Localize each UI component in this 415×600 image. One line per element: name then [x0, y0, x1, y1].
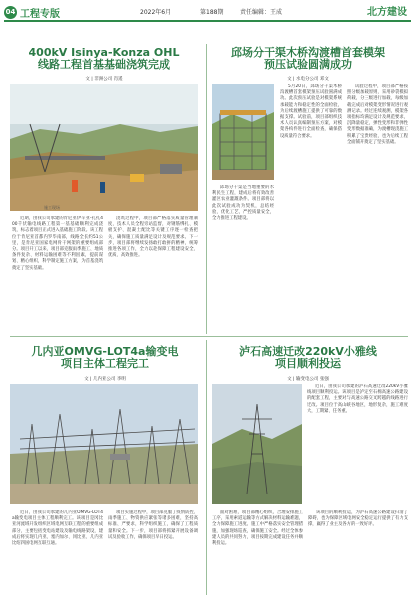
page-number-badge: 04	[4, 6, 17, 19]
issue-number: 第188期	[200, 9, 224, 16]
article-1-byline: 文 | 非洲公司 肖遥	[85, 77, 123, 82]
article-1-column-1	[12, 216, 103, 331]
issue-date: 2022年6月	[140, 9, 172, 16]
article-4-title-line-2: 项目顺利投运	[275, 357, 341, 371]
column-divider-bottom	[206, 340, 207, 595]
article-3-title-line-1: 几内亚OMVG-LOT4a输变电	[31, 345, 179, 358]
article-3-column-2	[108, 510, 198, 595]
article-2-text-3: 邱场分干渠是当地重要的水利民生工程，建成后将有效改善灌区农业灌溉条件。项目部将以此次试验成功为契机，总结经验，优化工艺，严控质量安全，全力推进工程建设。	[212, 185, 274, 222]
header-rule	[4, 20, 411, 22]
article-4-text-1: 近日，由我公司承建的泸石高速迁改220kV小雅线项目顺利投运。该项目是泸定至石棉高速公路建设的配套工程，主要对与高速公路交叉跨越的线路进行迁改。项目位于高山峡谷地区，地形复杂，施工难度大，工期紧、任务重。	[307, 384, 408, 414]
article-2-text-1: 5月20日，邱场分干渠木桥沟渡槽首套模架预压试验圆满成功。此次预压试验是对模架系统承载能力和稳定性的全面检验，为后续渡槽施工提供了可靠的数据支撑。试验前，项目部组织技术人员认真编制预压方案，对模架各构件进行全面检查，确保搭设质量符合要求。	[280, 84, 342, 139]
article-4-column-1	[307, 384, 408, 504]
article-1-column-2	[108, 216, 198, 331]
article-1-title	[14, 47, 194, 71]
article-1-photo	[10, 84, 198, 211]
article-3-column-1	[12, 510, 103, 595]
article-2-column-2	[347, 84, 408, 279]
article-3-photo	[10, 384, 198, 504]
article-3-byline: 文 | 几内亚公司 李明	[84, 377, 126, 382]
article-2-title	[210, 47, 406, 71]
article-2-column-1	[280, 84, 342, 279]
section-divider	[10, 336, 408, 337]
article-2-title-line-2: 预压试验圆满成功	[264, 58, 352, 72]
page-header	[0, 0, 415, 36]
article-1-photo-caption: 施工现场	[44, 205, 60, 210]
newspaper-brand: 北方建设	[367, 7, 407, 18]
article-1-title-line-2: 线路工程首基基础浇筑完成	[38, 58, 170, 72]
article-3-title-line-2: 项目主体工程完工	[61, 357, 149, 371]
article-2-text-2: 试验过程中，项目部严格按照分级加载原则，采用砂袋模拟荷载，分三级进行加载，每级加载完成后对模架变形情况进行观测记录。经过连续观测，模架各项指标均满足设计及规范要求，沉降量稳定，弹性变形和非弹性变形数据准确，为渡槽现浇施工积累了宝贵经验，也为后续工程全面铺开奠定了坚实基础。	[347, 84, 408, 145]
article-2-photo	[212, 84, 274, 180]
section-title: 工程专版	[20, 9, 60, 20]
article-3-text-2: 项目实施过程中，项目部克服了疫情防控、雨季施工、物资供应紧张等诸多困难，坚持高标准、严要求，科学组织施工，确保了工程质量和安全。下一步，项目部将抓紧开展设备调试及验收工作，确保项目早日投运。	[108, 510, 198, 540]
article-2-title-line-1: 邱场分干渠木桥沟渡槽首套模架	[231, 46, 385, 59]
article-4-column-2	[212, 510, 303, 595]
article-1-text-2: 浇筑过程中，项目部严格落实质量管理制度，技术人员全程旁站监督，对钢筋绑扎、模板支护、混凝土配比等关键工序逐一检查把关，确保施工质量满足设计及规范要求。下一步，项目部将继续发扬敢打敢拼的精神，统筹推进各项工作，全力以赴保障工程建设安全、优质、高效推进。	[108, 216, 198, 259]
column-divider-top	[206, 44, 207, 334]
article-4-column-3	[308, 510, 408, 595]
article-4-title-line-1: 泸石高速迁改220kV小雅线	[239, 345, 377, 358]
article-4-text-2: 面对困难，项目部精心组织，合理安排施工工序，采用索道运输等方式解决材料运输难题，全力保障施工进度。施工中严格落实安全管理措施，加强现场巡查，确保施工安全。经过全体参建人员的共同努力，项目按期完成建设任务并顺利投运。	[212, 510, 303, 547]
article-4-text-3: 该项目的顺利投运，为泸石高速公路建设扫清了障碍，也为保障区域电网安全稳定运行提供了有力支撑，赢得了业主及各方的一致好评。	[308, 510, 408, 528]
article-2-column-3	[212, 185, 274, 329]
article-2-byline: 文 | 水电分公司 邓文	[287, 77, 329, 82]
article-1-title-line-1: 400kV Isinya-Konza OHL	[28, 46, 180, 59]
article-3-text-1: 近日，由我公司承建的几内亚OMVG-LOT4a输变电项目主体工程顺利完工。该项目是冈比亚河流域开发组织区域电网互联工程的重要组成部分，主要包括变电站建设及输电线路架设，建成后将实现几内亚、塞内加尔、冈比亚、几内亚比绍四国电网互联互通。	[12, 510, 103, 547]
article-4-photo	[212, 384, 302, 504]
responsible-editor: 责任编辑：王成	[240, 9, 283, 16]
article-4-title	[210, 346, 406, 370]
article-3-title	[12, 346, 198, 370]
article-1-text-1: 近期，由我公司承建的肯尼亚伊辛亚-孔扎400千伏输电线路工程第一基基础顺利完成浇筑，标志着项目正式进入基础施工阶段。该工程位于肯尼亚首都内罗毕南部，线路全长约51公里，是肯尼亚国家电网骨干网架的重要组成部分。项目开工以来，项目部克服雨季施工、地质条件复杂、材料运输困难等不利因素，提前谋划、精心组织，科学制定施工方案，为首基浇筑奠定了坚实基础。	[12, 216, 103, 271]
article-4-byline: 文 | 输变电公司 张强	[287, 377, 329, 382]
